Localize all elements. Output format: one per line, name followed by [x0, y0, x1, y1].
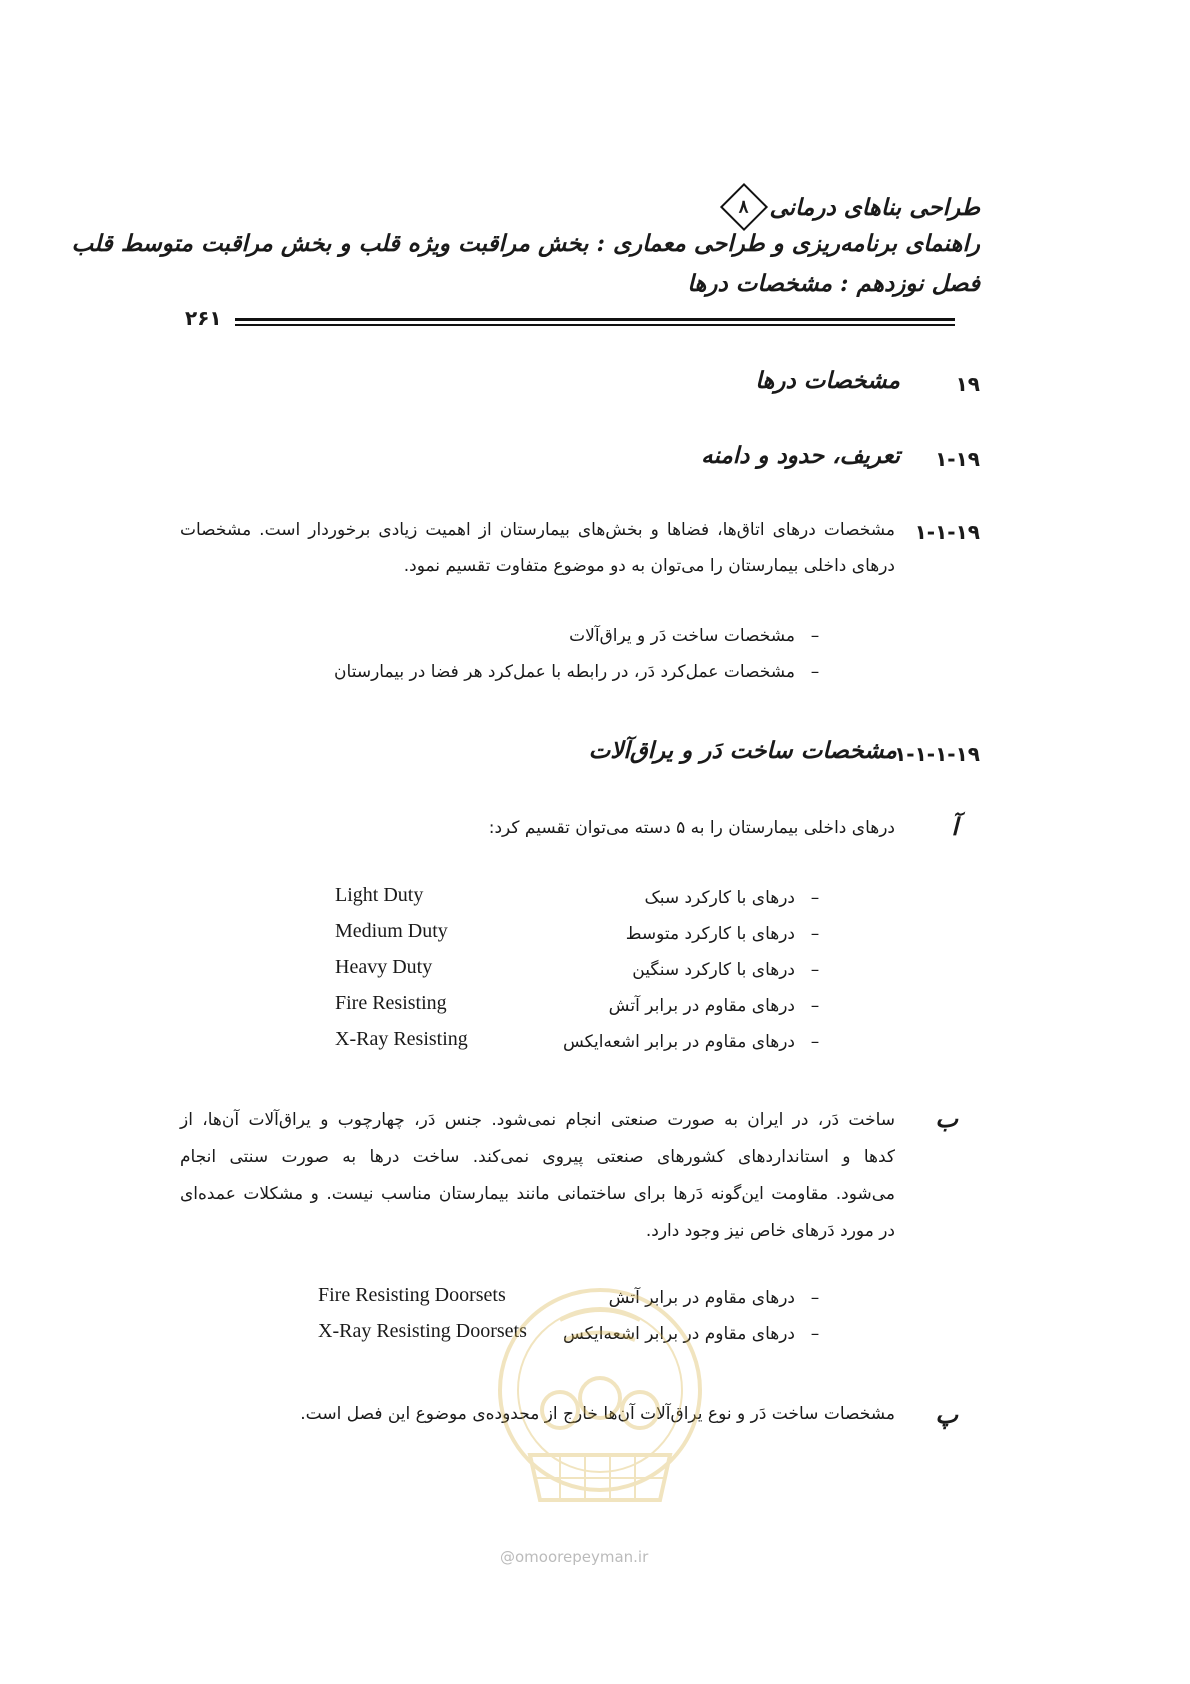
page-number: ۲۶۱ [185, 306, 222, 330]
topic-text: مشخصات ساخت دَر و یراق‌آلات [569, 626, 795, 646]
item-b-line: می‌شود. مقاومت این‌گونه دَرها برای ساختمانی مانند بیمارستان مناسب نیست. و مشکلات عمده‌ای [180, 1184, 895, 1204]
special-door-item: –درهای مقاوم در برابر اشعه‌ایکس [563, 1324, 820, 1344]
series-number: ۸ [739, 196, 750, 218]
watermark-seal-icon [490, 1280, 710, 1510]
section-19-1-1-text: مشخصات درهای اتاق‌ها، فضاها و بخش‌های بیمارستان از اهمیت زیادی برخوردار است. مشخصات درهای داخلی بیمارستان را می‌توان به دو موضوع متفاوت تقسیم نمود. [180, 520, 895, 576]
topic-text: مشخصات عمل‌کرد دَر، در رابطه با عمل‌کرد هر فضا در بیمارستان [334, 662, 795, 682]
item-b-line: کدها و استانداردهای کشورهای صنعتی پیروی نمی‌کند. ساخت درها به صورت سنتی انجام [180, 1147, 895, 1167]
section-19-title: مشخصات درها [755, 367, 900, 394]
category-item: –درهای مقاوم در برابر آتش [608, 996, 820, 1016]
category-item: –درهای با کارکرد سنگین [632, 960, 820, 980]
category-item: –درهای با کارکرد متوسط [625, 924, 820, 944]
item-c-text: مشخصات ساخت دَر و نوع یراق‌آلات آن‌ها خارج از محدوده‌ی موضوع این فصل است. [300, 1404, 895, 1424]
category-item: –درهای با کارکرد سبک [644, 888, 820, 908]
category-fa: درهای با کارکرد سنگین [632, 960, 795, 980]
section-19-1-1-number: ۱-۱-۱۹ [914, 520, 980, 544]
item-a-letter: آ [951, 812, 958, 841]
topic-item: –مشخصات عمل‌کرد دَر، در رابطه با عمل‌کرد هر فضا در بیمارستان [334, 662, 820, 682]
section-19-1-number: ۱-۱۹ [935, 447, 980, 471]
watermark-url: @omoorepeyman.ir [500, 1548, 649, 1566]
section-19-1-1-1-title: مشخصات ساخت دَر و یراق‌آلات [588, 737, 897, 764]
category-fa: درهای با کارکرد متوسط [625, 924, 795, 944]
category-en: Light Duty [335, 884, 424, 906]
item-b-letter: ب [935, 1104, 958, 1133]
section-19-1-1-1-number: ۱-۱-۱-۱۹ [894, 742, 980, 766]
category-en: X-Ray Resisting [335, 1028, 468, 1050]
special-door-item: –درهای مقاوم در برابر آتش [608, 1288, 820, 1308]
item-b-line: ساخت دَر، در ایران به صورت صنعتی انجام نمی‌شود. جنس دَر، چهارچوب و یراق‌آلات آن‌ها، از [180, 1110, 895, 1130]
category-fa: درهای با کارکرد سبک [644, 888, 795, 908]
category-fa: درهای مقاوم در برابر اشعه‌ایکس [563, 1032, 795, 1052]
category-item: –درهای مقاوم در برابر اشعه‌ایکس [563, 1032, 820, 1052]
series-title [721, 190, 980, 224]
diamond-icon [720, 183, 768, 231]
header-rule-top [235, 318, 955, 321]
special-door-en: Fire Resisting Doorsets [318, 1284, 506, 1306]
category-fa: درهای مقاوم در برابر آتش [608, 996, 795, 1016]
header-rule-bottom [235, 324, 955, 326]
special-door-fa: درهای مقاوم در برابر آتش [608, 1288, 795, 1308]
special-door-en: X-Ray Resisting Doorsets [318, 1320, 527, 1342]
section-19-number: ۱۹ [955, 372, 980, 396]
item-a-text: درهای داخلی بیمارستان را به ۵ دسته می‌توان تقسیم کرد: [488, 818, 895, 838]
special-door-fa: درهای مقاوم در برابر اشعه‌ایکس [563, 1324, 795, 1344]
topic-item: –مشخصات ساخت دَر و یراق‌آلات [569, 626, 820, 646]
item-b-line: در مورد دَرهای خاص نیز وجود دارد. [645, 1221, 895, 1241]
section-19-1-title: تعریف، حدود و دامنه [701, 442, 900, 469]
chapter-title: فصل نوزدهم : مشخصات درها [687, 270, 980, 297]
category-en: Fire Resisting [335, 992, 447, 1014]
item-b-paragraph [180, 1102, 895, 1250]
category-en: Medium Duty [335, 920, 448, 942]
series-title-text: طراحی بناهای درمانی [769, 193, 980, 221]
category-en: Heavy Duty [335, 956, 433, 978]
item-c-letter: پ [935, 1400, 958, 1429]
guide-title: راهنمای برنامه‌ریزی و طراحی معماری : بخش مراقبت ویژه قلب و بخش مراقبت متوسط قلب [71, 230, 980, 257]
